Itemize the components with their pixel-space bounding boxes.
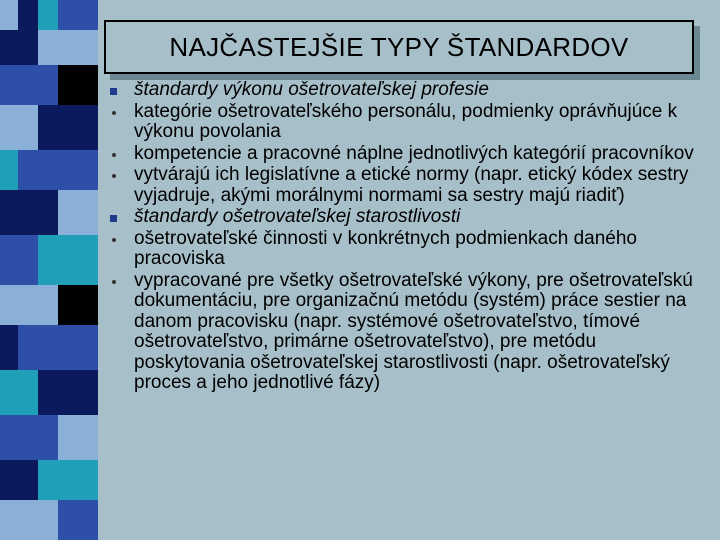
dot-bullet-icon [112, 111, 116, 115]
dot-bullet-icon [112, 174, 116, 178]
stripe-block [58, 415, 98, 460]
list-item-text: štandardy ošetrovateľskej starostlivosti [134, 206, 461, 227]
list-item-text: vypracované pre všetky ošetrovateľské výkony, pre ošetrovateľskú dokumentáciu, pre organizačnú metódu (systém) práce sestier na danom pracovisku (napr. systémové ošetrovateľstvo, tímové ošetrovateľstvo, primárne ošetrovateľstvo), pre metódu poskytovania ošetrovateľskej starostlivosti (napr. ošetrovateľský proces a jeho jednotlivé fázy) [134, 269, 693, 393]
list-item [110, 229, 710, 270]
square-bullet-icon [110, 88, 117, 95]
stripe-block [0, 30, 38, 65]
stripe-block [0, 415, 58, 460]
stripe-block [58, 285, 98, 325]
stripe-block [58, 190, 98, 235]
list-item-text: kompetencie a pracovné náplne jednotlivých kategórií pracovníkov [134, 142, 694, 164]
stripe-block [38, 0, 58, 30]
stripe-block [0, 285, 58, 325]
list-item-text: ošetrovateľské činnosti v konkrétnych podmienkach daného pracoviska [134, 227, 637, 269]
stripe-block [0, 0, 18, 30]
stripe-block [0, 235, 38, 285]
stripe-block [58, 65, 98, 105]
dot-bullet-icon [112, 280, 116, 284]
stripe-block [38, 460, 98, 500]
bullet-list [110, 80, 710, 395]
stripe-block [58, 0, 98, 30]
list-item [110, 207, 710, 228]
stripe-block [58, 500, 98, 540]
dot-bullet-icon [112, 153, 116, 157]
list-item-text: vytvárajú ich legislatívne a etické normy (napr. etický kódex sestry vyjadruje, akými morálnymi normami sa sestry majú riadiť) [134, 164, 689, 206]
stripe-block [18, 150, 98, 190]
stripe-block [18, 325, 98, 370]
stripe-block [0, 105, 38, 150]
decorative-stripe [0, 0, 100, 540]
stripe-block [0, 370, 38, 415]
stripe-block [38, 105, 98, 150]
stripe-block [0, 190, 58, 235]
list-item-text: kategórie ošetrovateľského personálu, podmienky oprávňujúce k výkonu povolania [134, 100, 678, 142]
square-bullet-icon [110, 215, 117, 222]
slide-title: NAJČASTEJŠIE TYPY ŠTANDARDOV [169, 31, 629, 62]
stripe-block [0, 460, 38, 500]
dot-bullet-icon [112, 238, 116, 242]
stripe-block [38, 370, 98, 415]
stripe-block [18, 0, 38, 30]
list-item [110, 102, 710, 143]
list-item [110, 271, 710, 394]
stripe-block [0, 150, 18, 190]
list-item [110, 144, 710, 165]
stripe-block [0, 65, 58, 105]
list-item [110, 165, 710, 206]
stripe-block [0, 325, 18, 370]
stripe-block [38, 235, 98, 285]
title-box [104, 20, 694, 74]
list-item-text: štandardy výkonu ošetrovateľskej profesie [134, 79, 489, 100]
stripe-block [38, 30, 98, 65]
list-item [110, 80, 710, 101]
stripe-block [0, 500, 58, 540]
